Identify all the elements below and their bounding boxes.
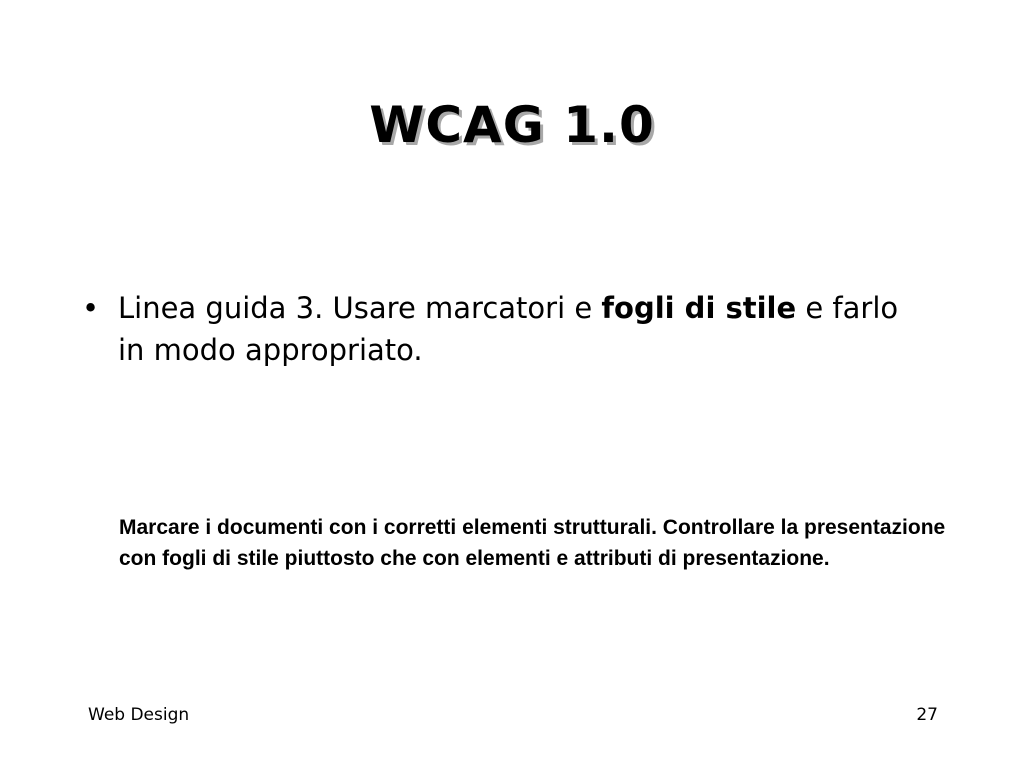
- bullet-item: [82, 287, 912, 371]
- guideline-note: Marcare i documenti con i corretti elementi strutturali. Controllare la presentazione con fogli di stile piuttosto che con elementi e attributi di presentazione.: [119, 516, 946, 570]
- bullet-text-start: Linea guida 3. Usare marcatori e: [118, 291, 602, 325]
- slide-title: WCAG 1.0: [369, 96, 655, 154]
- bullet-marker: •: [82, 291, 100, 325]
- bullet-text-end: e farlo in modo appropriato.: [118, 291, 899, 367]
- page-number: 27: [916, 705, 938, 725]
- footer-label: Web Design: [88, 705, 190, 725]
- bullet-text: [82, 287, 912, 371]
- bullet-text-bold: fogli di stile: [601, 291, 797, 325]
